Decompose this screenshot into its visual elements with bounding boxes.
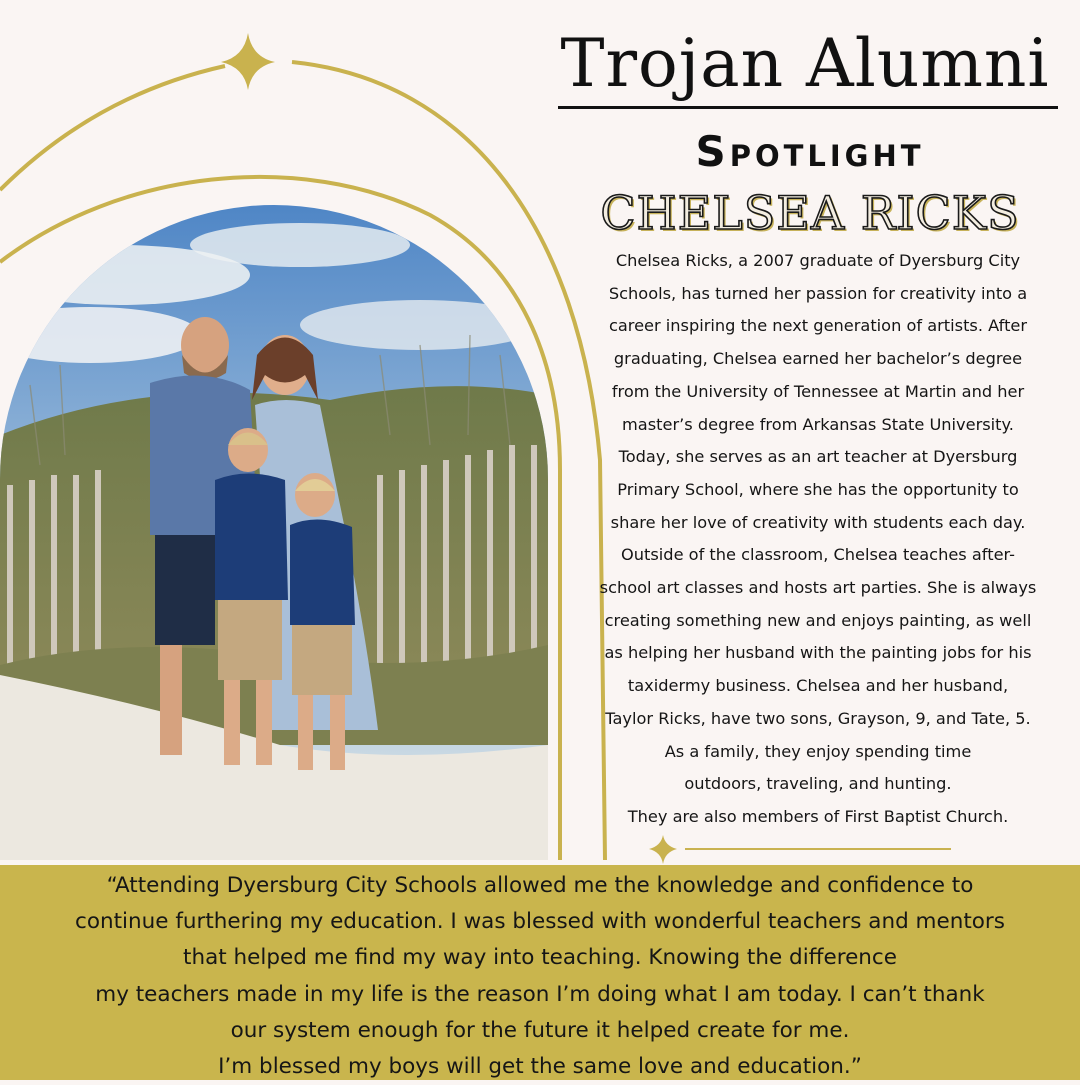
quote-line: I’m blessed my boys will get the same love and education.”: [218, 1054, 862, 1080]
bio-line: Primary School, where she has the opportunity to: [617, 479, 1019, 499]
page-title: Trojan Alumni: [560, 25, 1050, 102]
quote-line: “Attending Dyersburg City Schools allowed me the knowledge and confidence to: [106, 873, 974, 898]
sparkle-icon: [649, 835, 677, 864]
bio-line: Chelsea Ricks, a 2007 graduate of Dyersburg City: [615, 251, 1021, 270]
bio-line: graduating, Chelsea earned her bachelor’s degree: [613, 349, 1023, 369]
bio-line: share her love of creativity with students each day.: [610, 512, 1026, 532]
quote-line: continue furthering my education. I was blessed with wonderful teachers and mentors: [75, 909, 1005, 935]
quote-line: our system enough for the future it helped create for me.: [230, 1017, 850, 1043]
alumni-quote: [0, 868, 1080, 1085]
quote-line: my teachers made in my life is the reason I’m doing what I am today. I can’t thank: [95, 981, 985, 1007]
bio-line: as helping her husband with the painting jobs for his: [604, 643, 1032, 663]
family-photo: [0, 205, 548, 860]
bio-line: creating something new and enjoys painting, as well: [604, 610, 1032, 630]
bio-line: Outside of the classroom, Chelsea teaches after-: [621, 545, 1015, 565]
biography: [568, 245, 1068, 834]
bio-line: career inspiring the next generation of artists. After: [608, 316, 1028, 336]
bio-line: Today, she serves as an art teacher at Dyersburg: [618, 447, 1018, 467]
bio-line: taxidermy business. Chelsea and her husband,: [627, 676, 1009, 696]
bio-line: school art classes and hosts art parties. She is always: [599, 578, 1037, 598]
bio-line: Taylor Ricks, have two sons, Grayson, 9, and Tate, 5.: [605, 708, 1031, 728]
bio-line: As a family, they enjoy spending time: [664, 741, 972, 761]
bio-line: outdoors, traveling, and hunting.: [684, 774, 952, 794]
spotlight-subtitle: Spotlight: [695, 127, 925, 176]
bio-line: from the University of Tennessee at Martin and her: [611, 381, 1025, 401]
alumni-name: CHELSEA RICKS: [600, 186, 1020, 240]
bio-line: They are also members of First Baptist Church.: [627, 806, 1009, 826]
bio-line: master’s degree from Arkansas State University.: [622, 414, 1014, 434]
divider-line: [685, 848, 951, 850]
title-underline: [558, 106, 1058, 109]
sparkle-icon: [221, 33, 275, 90]
quote-line: that helped me find my way into teaching. Knowing the difference: [183, 945, 897, 971]
bio-line: Schools, has turned her passion for creativity into a: [608, 283, 1028, 303]
